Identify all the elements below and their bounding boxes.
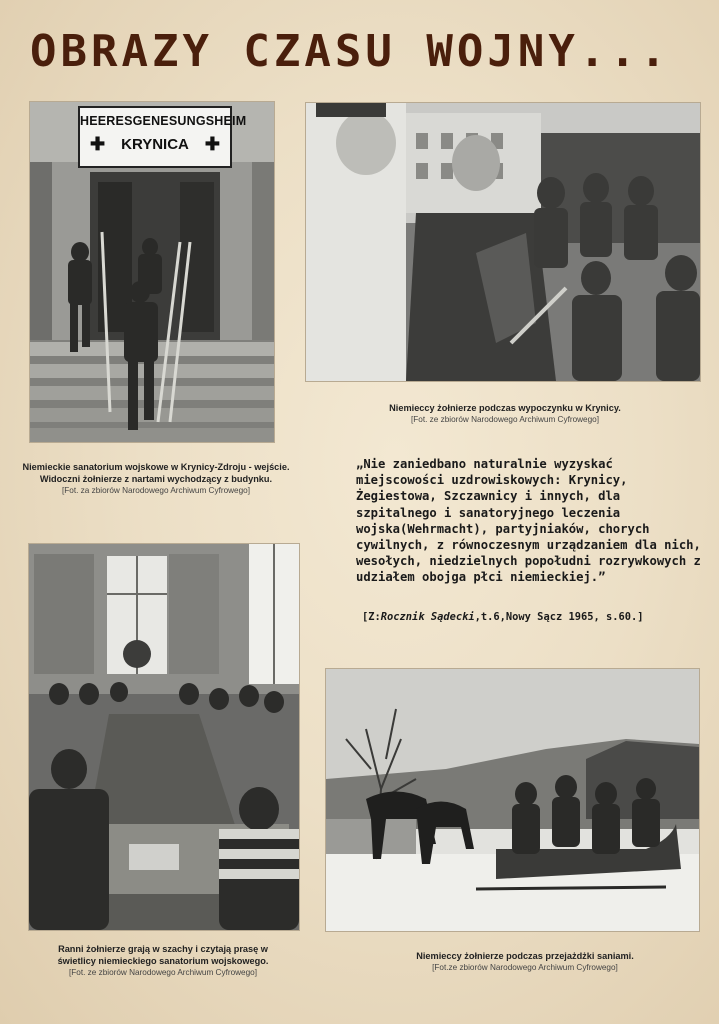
sign-line1: HEERESGENESUNGSHEIM [80,114,247,128]
page-title: OBRAZY CZASU WOJNY... [30,26,671,77]
chess-scene [29,544,299,930]
resting-scene [306,103,700,381]
caption-main: Ranni żołnierze grają w szachy i czytają prasę w świetlicy niemieckiego sanatorium wojskowego. [57,944,269,966]
caption-main: Niemieckie sanatorium wojskowe w Krynicy-Zdroju - wejście. Widoczni żołnierze z nartami wychodzący z budynku. [22,462,290,484]
caption-chess-room [38,943,288,978]
caption-source: [Fot. ze zbiorów Narodowego Archiwum Cyfrowego] [69,968,257,977]
photo-sanatorium-entrance [29,101,275,443]
heeresgenesungsheim-sign [78,106,247,168]
photo-soldiers-resting [305,102,701,382]
quote-reference [362,611,644,623]
caption-source: [Fot. ze zbiorów Narodowego Archiwum Cyfrowego] [411,415,599,424]
caption-soldiers-resting [340,402,670,425]
ref-prefix: [Z: [362,611,381,623]
red-cross-icon-left: ✚ [90,134,106,154]
caption-main: Niemieccy żołnierze podczas wypoczynku w Krynicy. [389,403,621,413]
caption-source: [Fot. za zbiorów Narodowego Archiwum Cyfrowego] [62,486,250,495]
photo-chess-room [28,543,300,931]
caption-sanatorium-entrance [6,461,306,496]
caption-main: Niemieccy żołnierze podczas przejażdżki saniami. [416,951,634,961]
red-cross-icon-right: ✚ [204,134,220,154]
caption-source: [Fot.ze zbiorów Narodowego Archiwum Cyfrowego] [432,963,618,972]
sign-line2: KRYNICA [121,136,189,153]
historical-quote: „Nie zaniedbano naturalnie wyzyskać miejscowości uzdrowiskowych: Krynicy, Żegiestowa, Szczawnicy i innych, dla szpitalnego i sanatoryjnego leczenia wojska(Wehrmacht), partyjniaków, chorych cywilnych, z równoczesnym urządzaniem dla nich, wesołych, niedzielnych popołudni rozrywkowych z udziałem obojga płci niemieckiej.” [356,457,701,585]
ref-title: Rocznik Sądecki [380,611,475,623]
ref-suffix: ,t.6,Nowy Sącz 1965, s.60.] [474,611,644,623]
sleigh-scene [326,669,699,931]
caption-sleigh-ride [375,950,675,973]
photo-sleigh-ride [325,668,700,932]
